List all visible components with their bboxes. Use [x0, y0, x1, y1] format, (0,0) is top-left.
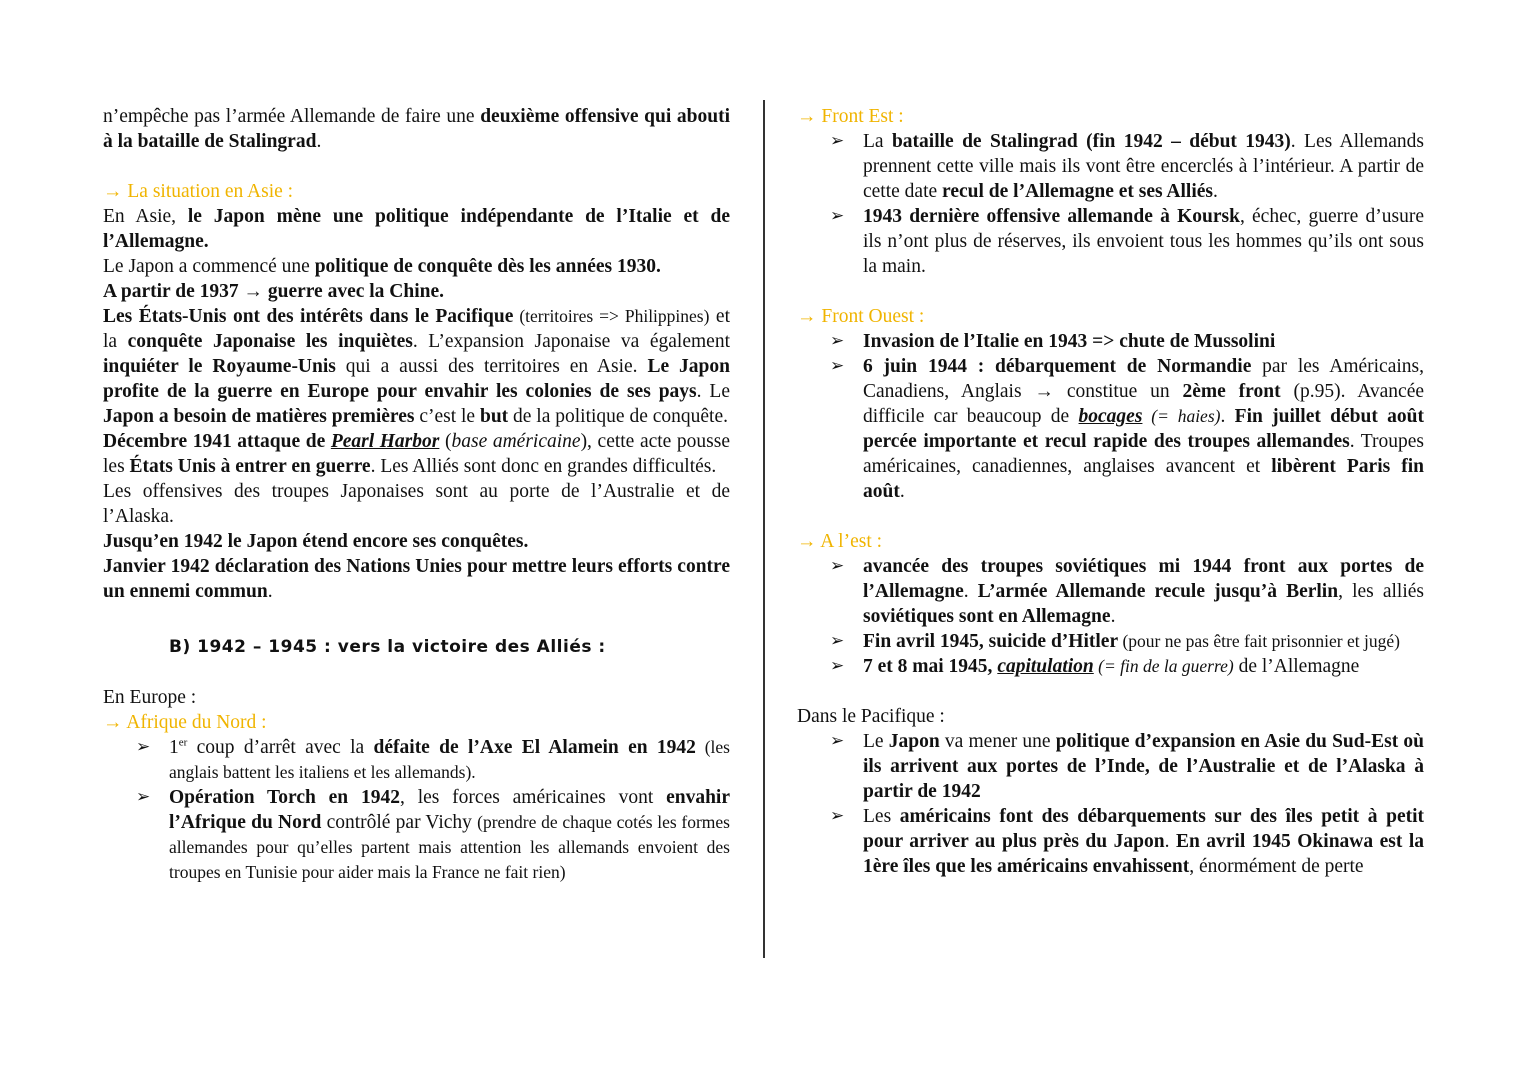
front-est-list: [797, 129, 1424, 279]
list-item: ➢ 1er coup d’arrêt avec la défaite de l’Axe El Alamein en 1942 (les anglais battent les italiens et les allemands).: [136, 736, 730, 782]
afrique-list: [103, 735, 730, 885]
right-column: [797, 104, 1424, 879]
list-item: ➢ La bataille de Stalingrad (fin 1942 – début 1943). Les Allemands prennent cette ville mais ils vont être encerclés à l’intérieur. A partir de cette date recul de l’Allemagne et ses Alliés.: [830, 131, 1424, 202]
bullet-arrow-icon: ➢: [830, 731, 845, 751]
bullet-arrow-icon: ➢: [830, 356, 845, 376]
bullet-arrow-icon: ➢: [136, 737, 151, 757]
heading-front-est: → Front Est :: [797, 106, 904, 127]
list-item: ➢ 7 et 8 mai 1945, capitulation (= fin de la guerre) de l’Allemagne: [830, 656, 1360, 677]
heading-asie: → La situation en Asie :: [103, 181, 294, 202]
paragraph-asie-6: Les offensives des troupes Japonaises sont au porte de l’Australie et de l’Alaska.: [103, 481, 730, 527]
paragraph-asie-1: En Asie, le Japon mène une politique indépendante de l’Italie et de l’Allemagne.: [103, 206, 730, 252]
list-item: ➢ Les américains font des débarquements sur des îles petit à petit pour arriver au plus près du Japon. En avril 1945 Okinawa est la 1ère îles que les américains envahissent, énormément de perte: [830, 806, 1425, 877]
bullet-arrow-icon: ➢: [830, 131, 845, 151]
list-item: ➢ Opération Torch en 1942, les forces américaines vont envahir l’Afrique du Nord contrôlé par Vichy (prendre de chaque cotés les formes allemandes pour qu’elles partent mais attention les allemands envoient des troupes en Tunisie pour aider mais la France ne fait rien): [136, 787, 730, 882]
list-item: ➢ 6 juin 1944 : débarquement de Normandie par les Américains, Canadiens, Anglais → constitue un 2ème front (p.95). Avancée difficile car beaucoup de bocages (= haies). Fin juillet début août percée importante et recul rapide des troupes allemandes. Troupes américaines, canadiennes, anglaises avancent et libèrent Paris fin août.: [830, 356, 1425, 502]
list-item: ➢ Invasion de l’Italie en 1943 => chute de Mussolini: [830, 331, 1276, 352]
label-europe: En Europe :: [103, 687, 197, 708]
section-heading-b: B) 1942 – 1945 : vers la victoire des Alliés :: [169, 637, 606, 657]
a-lest-list: [797, 554, 1424, 679]
paragraph-asie-5: Décembre 1941 attaque de Pearl Harbor (base américaine), cette acte pousse les États Unis à entrer en guerre. Les Alliés sont donc en grandes difficultés.: [103, 431, 731, 477]
front-ouest-list: [797, 329, 1424, 504]
heading-afrique: → Afrique du Nord :: [103, 712, 267, 733]
bullet-arrow-icon: ➢: [830, 206, 845, 226]
list-item: ➢ 1943 dernière offensive allemande à Koursk, échec, guerre d’usure ils n’ont plus de réserves, ils envoient tous les hommes qu’ils ont sous la main.: [830, 206, 1424, 277]
paragraph-asie-3: A partir de 1937 → guerre avec la Chine.: [103, 281, 445, 302]
left-column: [103, 104, 730, 885]
list-item: ➢ Le Japon va mener une politique d’expansion en Asie du Sud-Est où ils arrivent aux portes de l’Inde, de l’Australie et de l’Alaska à partir de 1942: [830, 731, 1424, 802]
heading-front-ouest: → Front Ouest :: [797, 306, 925, 327]
bocages-term: bocages: [1078, 406, 1143, 427]
paragraph-stalingrad: n’empêche pas l’armée Allemande de faire une deuxième offensive qui abouti à la bataille de Stalingrad.: [103, 106, 730, 152]
list-item: ➢ avancée des troupes soviétiques mi 1944 front aux portes de l’Allemagne. L’armée Allemande recule jusqu’à Berlin, les alliés soviétiques sont en Allemagne.: [830, 556, 1424, 627]
paragraph-asie-2: Le Japon a commencé une politique de conquête dès les années 1930.: [103, 256, 661, 277]
pacifique-list: [797, 729, 1424, 879]
capitulation-term: capitulation: [997, 656, 1094, 677]
bullet-arrow-icon: ➢: [830, 331, 845, 351]
bullet-arrow-icon: ➢: [830, 806, 845, 826]
heading-a-lest: → A l’est :: [797, 531, 883, 552]
bullet-arrow-icon: ➢: [830, 556, 845, 576]
bullet-arrow-icon: ➢: [830, 631, 845, 651]
bullet-arrow-icon: ➢: [136, 787, 151, 807]
label-pacifique: Dans le Pacifique :: [797, 706, 945, 727]
list-item: ➢ Fin avril 1945, suicide d’Hitler (pour ne pas être fait prisonnier et jugé): [830, 631, 1400, 652]
paragraph-asie-4: Les États-Unis ont des intérêts dans le Pacifique (territoires => Philippines) et la conquête Japonaise les inquiètes. L’expansion Japonaise va également inquiéter le Royaume-Unis qui a aussi des territoires en Asie. Le Japon profite de la guerre en Europe pour envahir les colonies de ses pays. Le Japon a besoin de matières premières c’est le but de la politique de conquête.: [103, 306, 730, 427]
column-divider: [763, 100, 765, 958]
paragraph-asie-8: Janvier 1942 déclaration des Nations Unies pour mettre leurs efforts contre un ennemi commun.: [103, 556, 730, 602]
pearl-harbor-term: Pearl Harbor: [330, 431, 440, 452]
bullet-arrow-icon: ➢: [830, 656, 845, 676]
paragraph-asie-7: Jusqu’en 1942 le Japon étend encore ses conquêtes.: [103, 531, 529, 552]
